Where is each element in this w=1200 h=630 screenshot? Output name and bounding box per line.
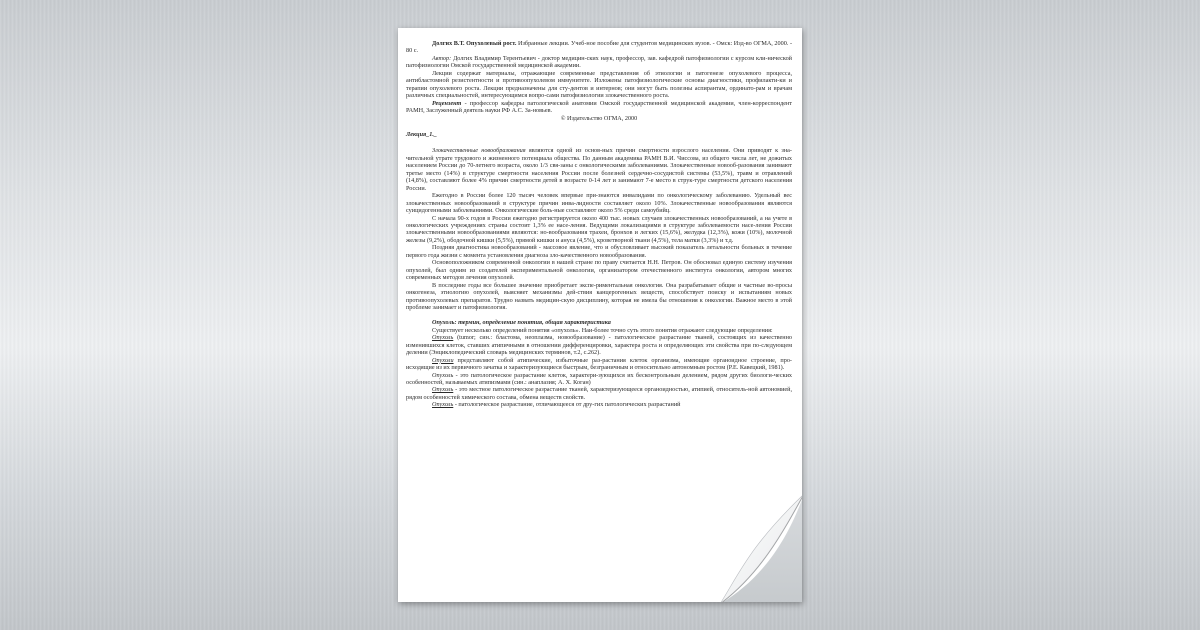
definition-2 <box>406 357 792 372</box>
definition-term: Опухоль <box>432 401 454 409</box>
document-page <box>398 28 802 602</box>
definition-text: - патологическое разрастание, отличающееся от дру-гих патологических разрастаний <box>453 401 681 409</box>
citation-title: Долгих В.Т. Опухолевый рост. <box>432 40 517 47</box>
definition-text: - это патологическое разрастание клеток, характери-зующихся их бесконтрольным делением, рядом других биологи-ческих особенностей, называемых атипизмами (син.: анаплазия; А. Х. Коган) <box>406 371 792 387</box>
definition-3 <box>406 372 792 387</box>
reviewer-text: - профессор кафедры патологической анатомии Омской государственной медицинской академии, член-корреспондент РАМН, Заслуженный деятель науки РФ А.С. За-новьев. <box>406 99 792 115</box>
book-abstract: Лекции содержат материалы, отражающие современные представления об этиологии и патогенезе опухолевого процесса, антибластомной резистентности и противоопухолевом иммунитете. Изложены патофизиологические основы диагностики, профилакти-ки и терапии опухолевого роста. Лекции предназначены для сту-дентов и интернов; они могут быть полезны аспирантам, ординато-рам и врачам различных специальностей, интересующимся вопро-сами патофизиологии злокачественного роста. <box>406 69 792 100</box>
reviewer-line <box>406 100 792 115</box>
copyright-line: © Издательство ОГМА, 2000 <box>560 114 638 122</box>
page-content <box>406 40 792 409</box>
page-curl-icon <box>720 494 802 602</box>
section-intro: Существует несколько определений понятия «опухоль». Наи-более точно суть этого понятия отражают следующие определения: <box>432 326 773 334</box>
section-heading: Опухоль: термин, определение понятия, общая характеристика <box>432 319 611 327</box>
lecture-heading: Лекция_1._ <box>406 130 438 138</box>
book-citation <box>406 40 792 55</box>
paragraph-1 <box>406 147 792 192</box>
paragraph-6: В последние годы все большее значение приобретает экспе-риментальная онкология. Она разрабатывает общие и частные во-просы онкогенеза, этиологию опухолей, выясняет механизмы дей-ствия канцерогенных веществ, способствует поиску и испытаниям новых противоопухолевых препаратов. Трудно назвать медицин-скую дисциплину, которая не имела бы отношения к онкологии. Важное место в этой проблеме занимает и патофизиология. <box>406 281 792 311</box>
definition-text: представляют собой атипические, избыточные раз-растания клеток организма, имеющие органоидное строение, про-исходящие из их первичного зачатка и характеризующиеся быстрым, безграничным и относительно автономным ростом (Р.Е. Кавецкий, 1981). <box>406 356 792 372</box>
definition-1 <box>406 334 792 356</box>
paragraph-4: Поздняя диагностика новообразований - массовое явление, что и обусловливает высокий показатель летальности больных в течение первого года жизни с момента установления диагноза зло-качественного новообразования. <box>406 244 792 259</box>
definition-term: Опухоль <box>432 386 454 394</box>
paragraph-2: Ежегодно в России более 120 тысяч человек впервые при-знаются инвалидами по онкологическому заболеванию. Удельный вес злокачественных новообразований в структуре причин инва-лидности составляет около 10%. Злокачественные новообразования являются суицидогенными заболеваниями. Онкологические боль-ные составляют около 5% среди самоубийц. <box>406 192 792 215</box>
paragraph-1-lead: Злокачественные новообразования <box>432 147 526 155</box>
paragraph-5: Основоположником современной онкологии в нашей стране по праву считается Н.Н. Петров. Он обосновал единую систему изучения опухолей, был одним из создателей экспериментальной онкологии, организатором отечественного института онкологии, автором многих современных методов лечения опухолей. <box>406 259 792 282</box>
citation-rest: Избранные лекции. Учеб-ное пособие для студентов медицинских вузов. - Омск: Изд-во ОГМА, 2000. - 80 с. <box>406 40 792 55</box>
author-line <box>406 55 792 70</box>
author-text: Долгих Владимир Терентьевич - доктор медицин-ских наук, профессор, зав. кафедрой патофизиологии с курсом кли-нической патофизиологии Омской государственной медицинской академии. <box>406 54 792 70</box>
paragraph-3: С начала 90-х годов в России ежегодно регистрируется около 400 тыс. новых случаев злокачественных новообразований, а на учете в онкологических учреждениях страны состоит 1,3% ее насе-ления. Ведущими локализациями в структуре заболеваемости насе-ления России злокачественными новообразованиями являются: но-вообразования трахеи, бронхов и легких (15,6%), желудка (12,3%), кожи (10%), молочной железы (9,2%), ободочной кишки (5,5%), прямой кишки и ануса (4,5%), кроветворной ткани (4,5%), тела матки (3,3%) и т.д. <box>406 214 792 244</box>
reviewer-label: Рецензент <box>432 99 462 107</box>
definition-term: Опухоли <box>432 356 454 364</box>
definition-term: Опухоль <box>432 371 454 379</box>
definition-5 <box>406 401 792 408</box>
definition-text: (tumor; син.: бластома, неоплазма, новообразование) - патологическое разрастание тканей, состоящих из качественно изменившихся клеток, ставших атипичными в отношении дифференцировки, характера роста и определяющих эти свойства при по-следующем делении (Энциклопедический словарь медицинских терминов, т.2, с.262). <box>406 334 792 357</box>
paragraph-1-body: являются одной из основ-ных причин смертности взрослого населения. Они приводят к зна-чительной утрате трудового и жизненного потенциала общества. По данным академика РАМН В.И. Чиссова, из общего числа лет, не дожитых населением России до 70-летнего возраста, около 1/3 свя-заны с онкологическими заболеваниями. Злокачественные новооб-разования занимают третье место (14%) в структуре смертности населения России после болезней сердечно-сосудистой системы (53,5%), травм и отравлений (14,8%), составляют более 4% причин смертности детей в возрасте 0-14 лет и занимают 7-е место в струк-туре смертности детского населения России. <box>406 147 792 192</box>
definition-4 <box>406 386 792 401</box>
definition-term: Опухоль <box>432 334 454 342</box>
definition-text: - это местное патологическое разрастание тканей, характеризующееся органоидностью, атипией, относитель-ной автономией, рядом особенностей химического состава, обмена веществ свойств. <box>406 386 792 401</box>
author-label: Автор: <box>432 54 452 62</box>
